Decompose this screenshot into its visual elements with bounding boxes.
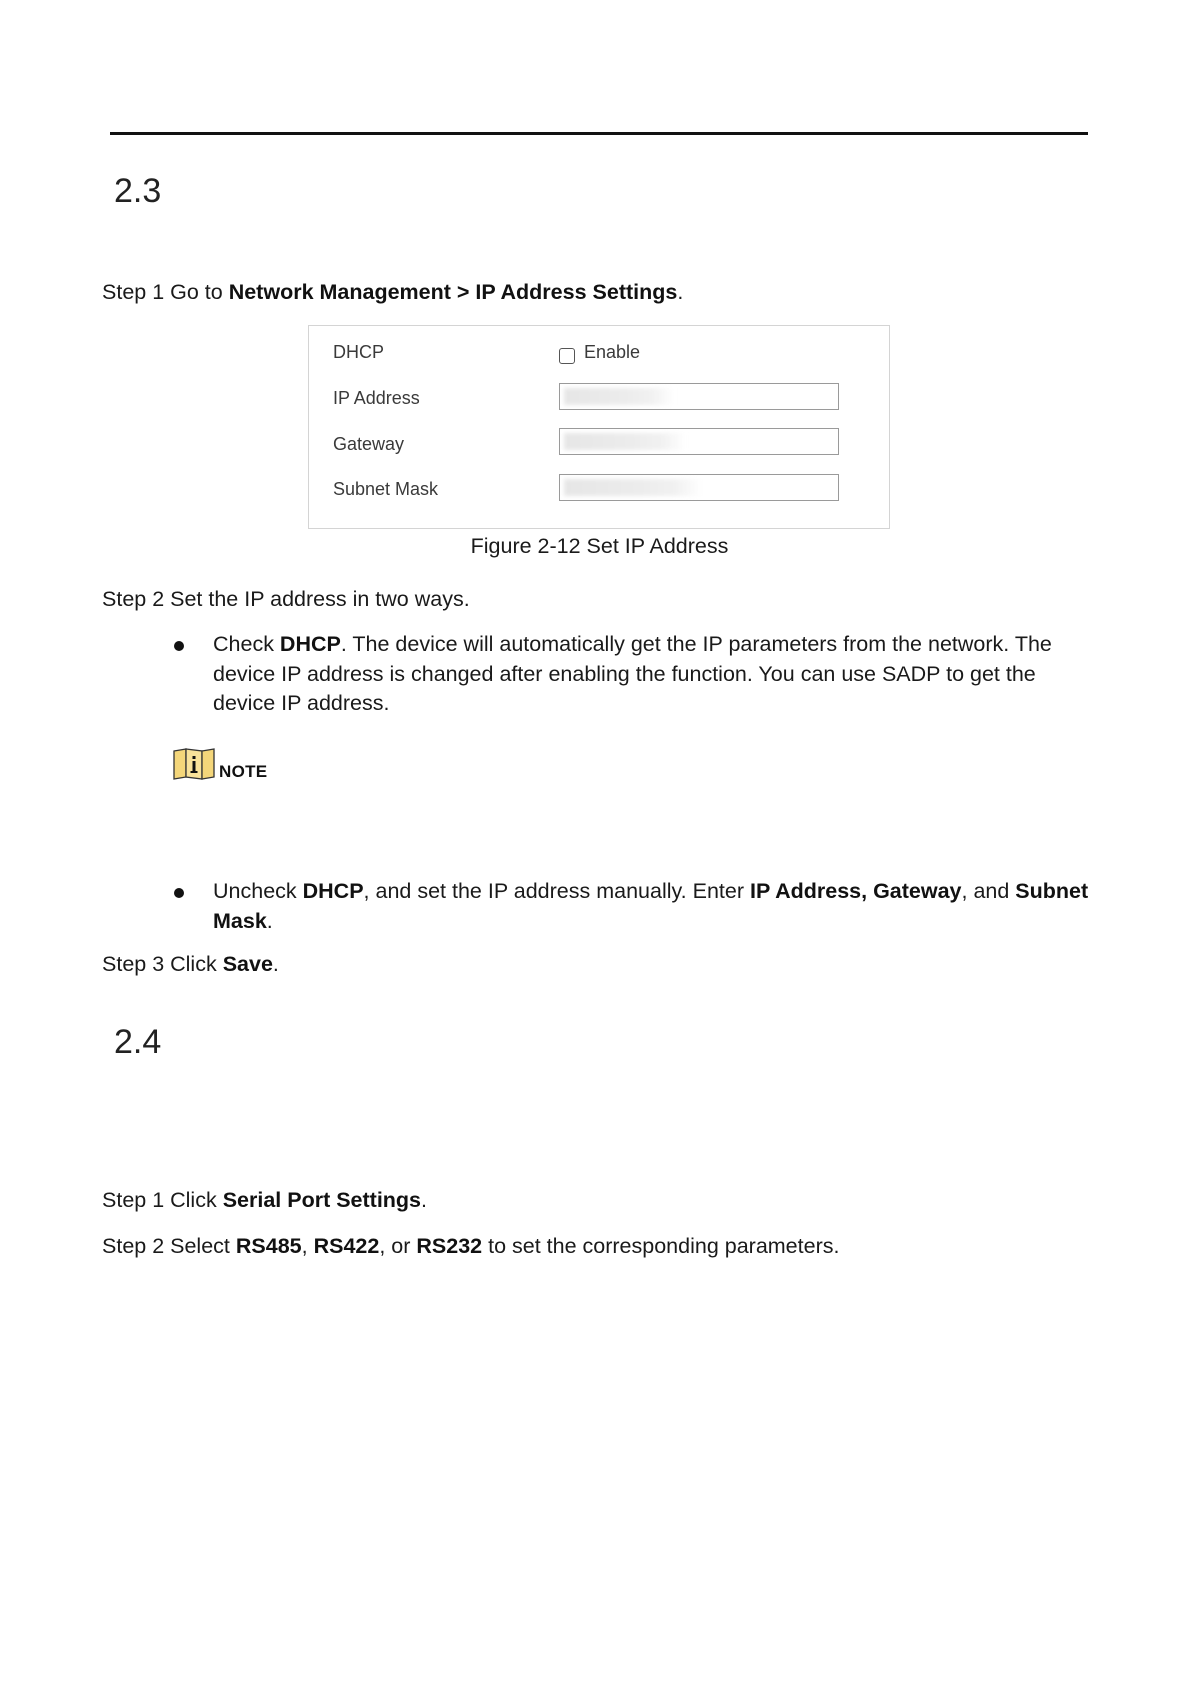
bullet2-post: . [266, 908, 273, 933]
step2b-sep1: , [301, 1234, 314, 1258]
bullet1-dhcp: DHCP [279, 632, 341, 656]
step3-prefix: Step 3 Click [102, 952, 223, 976]
bullet1-post: . The device will automatically get the IP parameters from the network. The device IP address is changed after enabling the function. You can use SADP to get the device IP address. [213, 632, 1052, 715]
gateway-input[interactable] [559, 428, 839, 455]
bullet-dot [174, 888, 184, 898]
step3-save: Save [222, 952, 273, 976]
dhcp-enable-checkbox[interactable] [559, 348, 575, 364]
subnet-mask-label: Subnet Mask [333, 479, 439, 499]
step3-suffix: . [272, 952, 279, 976]
bullet2-mid2: , and [961, 879, 1016, 903]
step2b-suffix: to set the corresponding parameters. [482, 1234, 840, 1258]
redacted-value [564, 479, 702, 496]
step1-path: Network Management > IP Address Settings [228, 280, 678, 304]
step1b-serial-port-settings: Serial Port Settings [222, 1188, 422, 1212]
bullet-uncheck-dhcp [213, 877, 1093, 936]
step1-prefix: Step 1 Go to [102, 280, 229, 304]
step3-click-save [102, 952, 279, 977]
redacted-value [564, 433, 686, 450]
step1b-suffix: . [421, 1188, 428, 1212]
subnet-mask-input[interactable] [559, 474, 839, 501]
note-info-icon [172, 747, 216, 781]
step1-go-to [102, 280, 683, 305]
bullet-check-dhcp [213, 630, 1093, 719]
bullet2-pre: Uncheck [213, 879, 303, 903]
step1-serial-port [102, 1188, 427, 1213]
step1b-prefix: Step 1 Click [102, 1188, 223, 1212]
section-number-2-4: 2.4 [114, 1023, 162, 1061]
bullet-dot [174, 641, 184, 651]
bullet2-mid1: , and set the IP address manually. Enter [363, 879, 750, 903]
dhcp-label: DHCP [333, 342, 385, 362]
section-number-2-3: 2.3 [114, 172, 162, 210]
gateway-label: Gateway [333, 434, 405, 454]
ip-address-input[interactable] [559, 383, 839, 410]
step2b-rs422: RS422 [313, 1234, 380, 1258]
enable-label: Enable [584, 342, 641, 362]
step2b-rs485: RS485 [235, 1234, 302, 1258]
ip-address-label: IP Address [333, 388, 420, 408]
step2b-sep2: , or [379, 1234, 417, 1258]
step1-suffix: . [677, 280, 684, 304]
figure-ip-settings-panel [308, 325, 890, 529]
step2b-rs232: RS232 [416, 1234, 483, 1258]
redacted-value [564, 388, 674, 405]
step2-text: Step 2 Set the IP address in two ways. [102, 587, 470, 611]
bullet2-subnet-mask: Subnet Mask [213, 879, 1089, 933]
step2-select-rs [102, 1234, 839, 1259]
note-label: NOTE [219, 762, 268, 781]
bullet1-pre: Check [213, 632, 280, 656]
step2b-prefix: Step 2 Select [102, 1234, 236, 1258]
bullet2-dhcp: DHCP [302, 879, 364, 903]
header-rule [110, 132, 1088, 135]
bullet2-ip-gateway: IP Address, Gateway [749, 879, 962, 903]
figure-caption: Figure 2-12 Set IP Address [470, 534, 729, 558]
